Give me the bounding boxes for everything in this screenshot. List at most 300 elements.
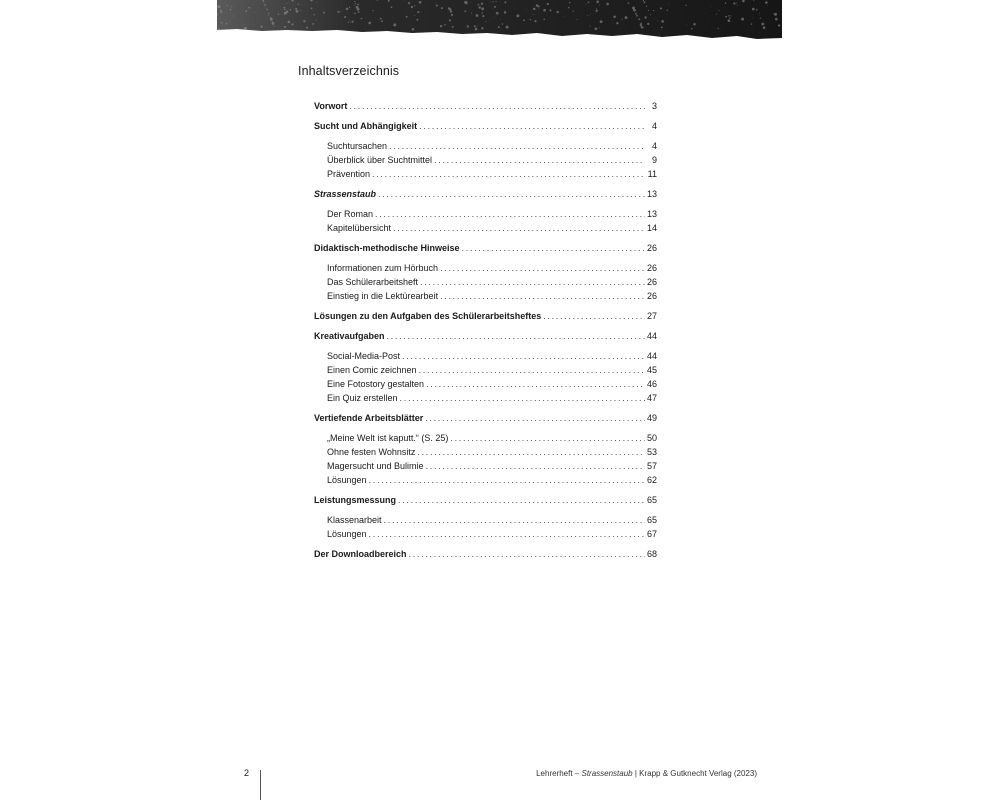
band-speckle xyxy=(283,7,285,9)
band-speckle xyxy=(494,16,495,17)
band-speckle xyxy=(464,10,466,12)
band-speckle xyxy=(452,26,454,28)
band-speckle xyxy=(354,5,355,6)
band-speckle xyxy=(388,0,390,2)
toc-leader-dots xyxy=(398,493,645,507)
band-speckle xyxy=(533,14,534,15)
band-speckle xyxy=(475,28,478,31)
toc-subentry-page: 4 xyxy=(651,141,657,151)
toc-entry-sub xyxy=(314,349,657,363)
band-speckle xyxy=(596,8,597,9)
band-speckle xyxy=(464,1,467,4)
toc-entry-page: 49 xyxy=(646,413,657,423)
toc-entry-sub xyxy=(314,289,657,303)
band-speckle xyxy=(752,8,755,11)
band-speckle xyxy=(633,9,636,12)
band-speckle xyxy=(547,3,549,5)
toc-entry-page: 44 xyxy=(646,331,657,341)
band-speckle xyxy=(533,8,536,11)
band-speckle xyxy=(482,15,484,17)
band-speckle xyxy=(221,12,223,14)
band-speckle xyxy=(414,15,415,16)
toc-entry-page: 4 xyxy=(651,121,657,131)
toc-subentry-title: Eine Fotostory gestalten xyxy=(327,379,425,389)
page-number: 2 xyxy=(244,768,250,778)
toc-subentry-title: Magersucht und Bulimie xyxy=(327,461,424,471)
band-speckle xyxy=(736,2,737,3)
toc-subentry-page: 14 xyxy=(646,223,657,233)
toc-subentry-title: Informationen zum Hörbuch xyxy=(327,263,439,273)
toc-leader-dots xyxy=(440,261,645,275)
band-speckle xyxy=(504,1,506,3)
band-speckle xyxy=(265,6,266,7)
band-speckle xyxy=(270,18,273,21)
band-speckle xyxy=(358,11,360,13)
band-speckle xyxy=(500,19,501,20)
band-speckle xyxy=(392,18,393,19)
band-speckle xyxy=(756,9,758,11)
band-speckle xyxy=(411,6,413,8)
band-speckle xyxy=(231,6,232,7)
toc-subentry-title: Einstieg in die Lektürearbeit xyxy=(327,291,439,301)
band-speckle xyxy=(725,2,726,3)
band-speckle xyxy=(628,2,630,4)
toc-leader-dots xyxy=(426,459,645,473)
toc-entry-sub xyxy=(314,445,657,459)
band-speckle xyxy=(316,20,317,21)
toc-subentry-title: Klassenarbeit xyxy=(327,515,382,525)
toc-subentry-title: Lösungen xyxy=(327,529,367,539)
band-speckle xyxy=(669,4,670,5)
toc-subentry-page: 50 xyxy=(646,433,657,443)
toc-subentry-page: 26 xyxy=(646,277,657,287)
toc-leader-dots xyxy=(349,99,645,113)
band-speckle xyxy=(497,12,499,14)
band-speckle xyxy=(595,27,598,30)
band-speckle xyxy=(485,21,486,22)
toc-subentry-title: Lösungen xyxy=(327,475,367,485)
toc-entry-sub xyxy=(314,261,657,275)
band-speckle xyxy=(569,2,570,3)
band-speckle xyxy=(248,7,250,9)
band-speckle xyxy=(596,0,599,3)
toc-subentry-title: „Meine Welt ist kaputt.“ (S. 25) xyxy=(327,433,449,443)
toc-entry-sub xyxy=(314,275,657,289)
band-speckle xyxy=(284,9,286,11)
band-speckle xyxy=(596,10,598,12)
toc-group xyxy=(314,329,657,405)
band-speckle xyxy=(625,16,628,19)
toc-entry-sub xyxy=(314,391,657,405)
band-speckle xyxy=(640,24,642,26)
toc-entry-title: Didaktisch-methodische Hinweise xyxy=(314,243,460,253)
band-speckle xyxy=(653,10,654,11)
band-speckle xyxy=(693,23,695,25)
toc-subentry-title: Das Schülerarbeitsheft xyxy=(327,277,419,287)
band-speckle xyxy=(416,19,418,21)
band-speckle xyxy=(312,23,314,25)
band-speckle xyxy=(481,3,483,5)
band-speckle xyxy=(599,27,600,28)
band-speckle xyxy=(644,2,645,3)
band-speckle xyxy=(751,23,752,24)
band-speckle xyxy=(494,6,496,8)
band-speckle xyxy=(636,15,638,17)
band-speckle xyxy=(350,22,351,23)
toc-leader-dots xyxy=(420,275,645,289)
toc-leader-dots xyxy=(440,289,645,303)
band-speckle xyxy=(417,11,419,13)
toc-entry-sub xyxy=(314,431,657,445)
band-speckle xyxy=(685,5,686,6)
band-speckle xyxy=(226,23,228,25)
band-speckle xyxy=(710,6,711,7)
band-speckle xyxy=(436,4,438,6)
band-speckle xyxy=(776,19,777,20)
toc-entry-main xyxy=(314,411,657,425)
band-speckle xyxy=(502,23,503,24)
band-speckle xyxy=(381,20,383,22)
footer-credit-suffix: | Krapp & Gutknecht Verlag (2023) xyxy=(632,769,757,778)
toc-leader-dots xyxy=(543,309,645,323)
band-speckle xyxy=(406,16,408,18)
band-speckle xyxy=(268,15,269,16)
toc-entry-title: Strassenstaub xyxy=(314,189,377,199)
band-speckle xyxy=(778,24,780,26)
band-speckle xyxy=(728,15,730,16)
band-speckle xyxy=(451,14,453,16)
band-speckle xyxy=(218,28,220,30)
toc-entry-page: 27 xyxy=(646,311,657,321)
footer-credit-title: Strassenstaub xyxy=(581,769,633,778)
band-speckle xyxy=(759,15,760,16)
band-speckle xyxy=(419,1,422,4)
toc-entry-sub xyxy=(314,363,657,377)
toc-leader-dots xyxy=(387,329,645,343)
band-speckle xyxy=(290,9,292,11)
band-speckle xyxy=(536,4,539,7)
band-speckle xyxy=(492,8,493,9)
band-speckle xyxy=(368,22,371,25)
toc-entry-page: 13 xyxy=(646,189,657,199)
toc-leader-dots xyxy=(425,411,645,425)
band-speckle xyxy=(362,18,363,19)
toc-leader-dots xyxy=(434,153,645,167)
toc-leader-dots xyxy=(417,445,645,459)
toc-leader-dots xyxy=(393,221,645,235)
band-speckle xyxy=(311,7,313,9)
band-speckle xyxy=(264,4,266,6)
toc-leader-dots xyxy=(389,139,645,153)
band-speckle xyxy=(638,18,640,20)
band-speckle xyxy=(471,2,472,3)
band-speckle xyxy=(476,14,479,17)
band-speckle xyxy=(549,9,551,11)
band-speckle xyxy=(338,11,340,13)
band-speckle xyxy=(286,3,287,4)
band-speckle xyxy=(230,9,231,10)
band-speckle xyxy=(564,16,565,17)
toc-entry-sub xyxy=(314,473,657,487)
band-speckle xyxy=(481,7,484,10)
toc-subentry-title: Kapitelübersicht xyxy=(327,223,392,233)
band-speckle xyxy=(316,2,317,3)
toc-entry-page: 26 xyxy=(646,243,657,253)
toc-leader-dots xyxy=(450,431,645,445)
toc-entry-title: Vorwort xyxy=(314,101,348,111)
toc-subentry-page: 57 xyxy=(646,461,657,471)
band-speckle xyxy=(348,22,349,23)
toc-leader-dots xyxy=(372,167,645,181)
band-speckle xyxy=(635,13,637,15)
band-speckle xyxy=(705,13,706,14)
toc-entry-sub xyxy=(314,139,657,153)
band-speckle xyxy=(298,4,299,5)
toc-entry-page: 3 xyxy=(651,101,657,111)
band-speckle xyxy=(260,25,262,27)
band-speckle xyxy=(606,3,609,6)
band-speckle xyxy=(217,5,220,8)
band-speckle xyxy=(644,16,646,18)
toc-entry-title: Leistungsmessung xyxy=(314,495,397,505)
band-speckle xyxy=(543,19,545,21)
band-speckle xyxy=(408,2,410,4)
band-speckle xyxy=(295,8,297,10)
band-speckle xyxy=(729,17,730,18)
band-speckle xyxy=(471,13,472,14)
band-speckle xyxy=(716,14,717,15)
toc-group xyxy=(314,547,657,561)
band-speckle xyxy=(354,1,355,2)
band-speckle xyxy=(686,25,687,26)
toc-leader-dots xyxy=(400,391,645,405)
band-speckle xyxy=(444,24,446,26)
band-speckle xyxy=(288,21,291,24)
band-speckle xyxy=(568,7,570,9)
band-speckle xyxy=(372,10,373,11)
band-speckle xyxy=(245,10,247,12)
band-speckle xyxy=(481,27,483,29)
band-speckle xyxy=(759,13,760,14)
band-speckle xyxy=(760,18,761,19)
toc-subentry-page: 26 xyxy=(646,291,657,301)
toc-entry-sub xyxy=(314,221,657,235)
toc-subentry-page: 47 xyxy=(646,393,657,403)
toc-leader-dots xyxy=(378,187,645,201)
band-speckle xyxy=(490,2,491,3)
band-speckle xyxy=(661,20,664,23)
table-of-contents xyxy=(314,99,657,567)
toc-group xyxy=(314,187,657,235)
band-speckle xyxy=(354,12,356,14)
band-speckle xyxy=(667,10,668,11)
toc-entry-main xyxy=(314,493,657,507)
toc-entry-title: Sucht und Abhängigkeit xyxy=(314,121,418,131)
band-speckle xyxy=(587,15,588,16)
band-speckle xyxy=(641,26,643,28)
band-speckle xyxy=(404,1,405,2)
footer-credit-prefix: Lehrerheft – xyxy=(536,769,582,778)
band-speckle xyxy=(268,13,269,14)
band-speckle xyxy=(576,19,577,20)
toc-leader-dots xyxy=(384,513,645,527)
band-speckle xyxy=(717,28,718,29)
toc-subentry-page: 13 xyxy=(646,209,657,219)
band-speckle xyxy=(622,19,623,20)
band-speckle xyxy=(718,10,719,11)
band-speckle xyxy=(516,14,519,17)
footer-credit xyxy=(536,769,757,778)
band-speckle xyxy=(274,26,275,27)
band-speckle xyxy=(733,2,735,4)
band-speckle xyxy=(349,20,350,21)
toc-subentry-page: 53 xyxy=(646,447,657,457)
band-speckle xyxy=(648,10,649,11)
band-speckle xyxy=(498,26,500,28)
band-speckle xyxy=(441,7,443,9)
toc-entry-sub xyxy=(314,459,657,473)
band-speckle xyxy=(767,5,768,6)
toc-heading: Inhaltsverzeichnis xyxy=(298,64,400,78)
band-speckle xyxy=(647,23,649,25)
toc-entry-title: Lösungen zu den Aufgaben des Schülerarbeitsheftes xyxy=(314,311,542,321)
toc-entry-main xyxy=(314,241,657,255)
toc-entry-title: Kreativaufgaben xyxy=(314,331,385,341)
band-speckle xyxy=(731,15,732,16)
band-speckle xyxy=(355,3,356,4)
toc-group xyxy=(314,119,657,181)
band-speckle xyxy=(314,14,315,15)
band-speckle xyxy=(357,4,359,6)
band-speckle xyxy=(323,12,325,14)
band-speckle xyxy=(613,23,614,24)
band-speckle xyxy=(286,10,289,13)
band-speckle xyxy=(605,18,606,19)
band-speckle xyxy=(585,4,586,5)
toc-group xyxy=(314,99,657,113)
toc-entry-title: Vertiefende Arbeitsblätter xyxy=(314,413,424,423)
band-speckle xyxy=(506,26,509,29)
band-speckle xyxy=(227,5,228,6)
toc-entry-main xyxy=(314,309,657,323)
toc-entry-sub xyxy=(314,527,657,541)
band-speckle xyxy=(280,9,281,10)
band-speckle xyxy=(300,10,301,11)
band-speckle xyxy=(753,18,754,19)
toc-subentry-title: Überblick über Suchtmittel xyxy=(327,155,433,165)
band-speckle xyxy=(657,20,658,21)
toc-entry-main xyxy=(314,119,657,133)
toc-entry-sub xyxy=(314,167,657,181)
band-speckle xyxy=(496,1,497,2)
toc-subentry-page: 67 xyxy=(646,529,657,539)
toc-group xyxy=(314,493,657,541)
band-speckle xyxy=(761,23,764,26)
band-speckle xyxy=(233,16,234,17)
toc-leader-dots xyxy=(375,207,645,221)
toc-leader-dots xyxy=(402,349,645,363)
toc-leader-dots xyxy=(369,527,645,541)
band-speckle xyxy=(346,8,347,9)
band-speckle xyxy=(393,23,396,26)
toc-leader-dots xyxy=(426,377,645,391)
band-speckle xyxy=(691,28,692,29)
toc-subentry-title: Ein Quiz erstellen xyxy=(327,393,398,403)
band-speckle xyxy=(561,11,562,12)
band-speckle xyxy=(352,21,354,23)
band-speckle xyxy=(650,14,651,15)
band-speckle xyxy=(263,2,264,3)
band-speckle xyxy=(773,8,774,9)
band-speckle xyxy=(725,16,727,18)
band-speckle xyxy=(616,22,618,24)
toc-leader-dots xyxy=(462,241,645,255)
band-speckle xyxy=(380,18,382,20)
toc-subentry-page: 11 xyxy=(647,169,657,179)
band-speckle xyxy=(534,20,536,22)
band-speckle xyxy=(267,10,268,11)
toc-leader-dots xyxy=(409,547,645,561)
band-speckle xyxy=(296,10,299,13)
band-speckle xyxy=(661,26,663,28)
toc-group xyxy=(314,309,657,323)
toc-subentry-title: Suchtursachen xyxy=(327,141,388,151)
toc-group xyxy=(314,241,657,303)
toc-subentry-title: Einen Comic zeichnen xyxy=(327,365,417,375)
toc-leader-dots xyxy=(419,119,645,133)
band-speckle xyxy=(481,13,482,14)
band-speckle xyxy=(573,11,574,12)
band-speckle xyxy=(278,14,279,15)
band-speckle xyxy=(765,1,768,4)
band-speckle xyxy=(412,28,415,31)
toc-entry-main xyxy=(314,547,657,561)
band-speckle xyxy=(284,26,286,28)
band-speckle xyxy=(266,8,268,10)
band-speckle xyxy=(349,7,350,8)
band-speckle xyxy=(255,12,256,13)
band-speckle xyxy=(646,6,647,7)
toc-group xyxy=(314,411,657,487)
toc-entry-sub xyxy=(314,513,657,527)
band-speckle xyxy=(643,0,644,1)
band-speckle xyxy=(270,22,271,23)
toc-entry-sub xyxy=(314,153,657,167)
band-speckle xyxy=(530,19,531,20)
band-speckle xyxy=(523,19,525,21)
band-speckle xyxy=(303,20,305,22)
toc-subentry-page: 26 xyxy=(646,263,657,273)
toc-subentry-page: 46 xyxy=(646,379,657,389)
band-speckle xyxy=(662,29,663,30)
band-speckle xyxy=(261,27,262,28)
band-speckle xyxy=(774,13,777,16)
band-speckle xyxy=(306,27,308,29)
footer-divider xyxy=(260,770,261,800)
band-speckle xyxy=(764,26,765,27)
band-speckle xyxy=(291,23,293,25)
toc-entry-page: 68 xyxy=(646,549,657,559)
band-speckle xyxy=(613,16,616,19)
band-speckle xyxy=(344,16,346,18)
toc-leader-dots xyxy=(419,363,645,377)
toc-subentry-title: Prävention xyxy=(327,169,371,179)
band-speckle xyxy=(737,5,738,6)
toc-entry-main xyxy=(314,187,657,201)
decorative-header-band xyxy=(217,0,782,42)
band-speckle xyxy=(478,6,480,8)
band-speckle xyxy=(599,5,600,6)
